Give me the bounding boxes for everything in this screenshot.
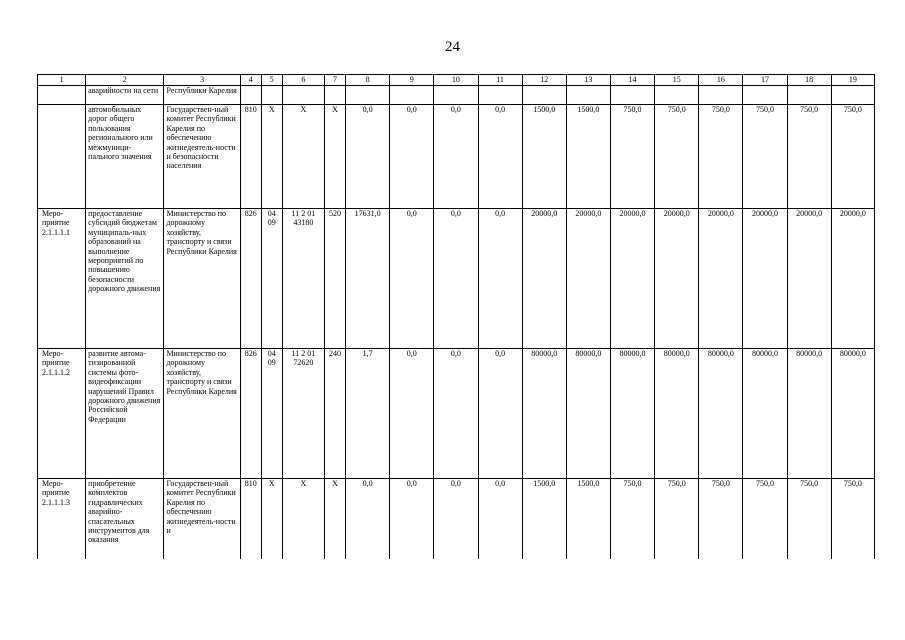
value-cell: 1500,0 bbox=[522, 105, 566, 209]
value-cell: X bbox=[282, 479, 324, 559]
value-cell: 750,0 bbox=[743, 105, 787, 209]
executor-cell: Министерство по дорожному хозяйству, транспорту и связи Республики Карелия bbox=[164, 209, 240, 349]
value-cell: 80000,0 bbox=[566, 349, 610, 479]
header-cell: 17 bbox=[743, 75, 787, 86]
value-cell: 750,0 bbox=[831, 105, 874, 209]
value-cell: 1500,0 bbox=[566, 105, 610, 209]
value-cell bbox=[261, 86, 282, 105]
table-row bbox=[38, 209, 875, 349]
value-cell: 240 bbox=[324, 349, 345, 479]
activity-name-cell: автомобильных дорог общего пользования регионального или межмуници-пального значения bbox=[86, 105, 164, 209]
value-cell: 0,0 bbox=[434, 479, 478, 559]
value-cell: 0,0 bbox=[390, 349, 434, 479]
value-cell bbox=[324, 86, 345, 105]
value-cell bbox=[346, 86, 390, 105]
activity-id-cell: Меро-приятие 2.1.1.1.3 bbox=[38, 479, 86, 559]
table-row bbox=[38, 349, 875, 479]
value-cell: 0,0 bbox=[478, 209, 522, 349]
value-cell: 810 bbox=[240, 105, 261, 209]
value-cell: 80000,0 bbox=[787, 349, 831, 479]
value-cell: 20000,0 bbox=[699, 209, 743, 349]
value-cell: 0,0 bbox=[434, 209, 478, 349]
value-cell: X bbox=[282, 105, 324, 209]
value-cell: 80000,0 bbox=[655, 349, 699, 479]
value-cell: 0,0 bbox=[434, 349, 478, 479]
value-cell: 20000,0 bbox=[522, 209, 566, 349]
header-cell: 5 bbox=[261, 75, 282, 86]
value-cell: X bbox=[261, 105, 282, 209]
header-cell: 7 bbox=[324, 75, 345, 86]
value-cell bbox=[787, 86, 831, 105]
header-cell: 11 bbox=[478, 75, 522, 86]
value-cell bbox=[522, 86, 566, 105]
value-cell: 80000,0 bbox=[610, 349, 654, 479]
value-cell: 520 bbox=[324, 209, 345, 349]
value-cell: 750,0 bbox=[655, 105, 699, 209]
budget-table bbox=[37, 74, 875, 559]
header-cell: 15 bbox=[655, 75, 699, 86]
value-cell bbox=[390, 86, 434, 105]
value-cell: 04 09 bbox=[261, 209, 282, 349]
value-cell: 750,0 bbox=[610, 105, 654, 209]
executor-cell: Государствен-ный комитет Республики Карелия по обеспечению жизнедеятель-ности и bbox=[164, 479, 240, 559]
value-cell bbox=[743, 86, 787, 105]
header-cell: 12 bbox=[522, 75, 566, 86]
value-cell: 0,0 bbox=[390, 209, 434, 349]
value-cell bbox=[240, 86, 261, 105]
header-cell: 16 bbox=[699, 75, 743, 86]
value-cell bbox=[282, 86, 324, 105]
table-row bbox=[38, 105, 875, 209]
value-cell bbox=[478, 86, 522, 105]
activity-name-cell: приобретение комплектов гидравлических аварийно-спасательных инструментов для оказания bbox=[86, 479, 164, 559]
value-cell: 0,0 bbox=[478, 105, 522, 209]
value-cell: 750,0 bbox=[655, 479, 699, 559]
value-cell: 750,0 bbox=[787, 479, 831, 559]
activity-name-cell: аварийности на сети bbox=[86, 86, 164, 105]
header-cell: 6 bbox=[282, 75, 324, 86]
value-cell: 0,0 bbox=[346, 105, 390, 209]
header-cell: 9 bbox=[390, 75, 434, 86]
value-cell: 0,0 bbox=[390, 479, 434, 559]
value-cell: 0,0 bbox=[390, 105, 434, 209]
value-cell: X bbox=[261, 479, 282, 559]
value-cell: 04 09 bbox=[261, 349, 282, 479]
value-cell: 20000,0 bbox=[566, 209, 610, 349]
activity-id-cell bbox=[38, 86, 86, 105]
header-cell: 8 bbox=[346, 75, 390, 86]
value-cell: 0,0 bbox=[434, 105, 478, 209]
value-cell bbox=[434, 86, 478, 105]
page-number: 24 bbox=[445, 39, 460, 55]
value-cell: 750,0 bbox=[743, 479, 787, 559]
value-cell: X bbox=[324, 105, 345, 209]
value-cell: 750,0 bbox=[610, 479, 654, 559]
value-cell bbox=[699, 86, 743, 105]
value-cell: 826 bbox=[240, 349, 261, 479]
value-cell bbox=[831, 86, 874, 105]
header-cell: 14 bbox=[610, 75, 654, 86]
table-row bbox=[38, 479, 875, 559]
value-cell: 20000,0 bbox=[831, 209, 874, 349]
value-cell bbox=[566, 86, 610, 105]
header-cell: 1 bbox=[38, 75, 86, 86]
value-cell: 80000,0 bbox=[522, 349, 566, 479]
executor-cell: Министерство по дорожному хозяйству, транспорту и связи Республики Карелия bbox=[164, 349, 240, 479]
value-cell: 80000,0 bbox=[743, 349, 787, 479]
value-cell: 750,0 bbox=[787, 105, 831, 209]
activity-id-cell: Меро-приятие 2.1.1.1.2 bbox=[38, 349, 86, 479]
value-cell: 80000,0 bbox=[699, 349, 743, 479]
value-cell: 11 2 01 43180 bbox=[282, 209, 324, 349]
header-cell: 4 bbox=[240, 75, 261, 86]
value-cell: 20000,0 bbox=[655, 209, 699, 349]
value-cell bbox=[655, 86, 699, 105]
value-cell: 0,0 bbox=[478, 479, 522, 559]
value-cell: X bbox=[324, 479, 345, 559]
activity-id-cell bbox=[38, 105, 86, 209]
executor-cell: Государствен-ный комитет Республики Карелия по обеспечению жизнедеятель-ности и безопасности населения bbox=[164, 105, 240, 209]
activity-name-cell: развитие автома-тизированной системы фото-видеофиксации нарушений Правил дорожного движения Российской Федерации bbox=[86, 349, 164, 479]
header-cell: 19 bbox=[831, 75, 874, 86]
header-cell: 3 bbox=[164, 75, 240, 86]
header-cell: 10 bbox=[434, 75, 478, 86]
value-cell: 20000,0 bbox=[787, 209, 831, 349]
value-cell: 0,0 bbox=[346, 479, 390, 559]
value-cell: 1500,0 bbox=[566, 479, 610, 559]
value-cell: 17631,0 bbox=[346, 209, 390, 349]
value-cell bbox=[610, 86, 654, 105]
table-row bbox=[38, 86, 875, 105]
table-header-row bbox=[38, 75, 875, 86]
value-cell: 11 2 01 72620 bbox=[282, 349, 324, 479]
value-cell: 0,0 bbox=[478, 349, 522, 479]
value-cell: 826 bbox=[240, 209, 261, 349]
value-cell: 20000,0 bbox=[743, 209, 787, 349]
value-cell: 20000,0 bbox=[610, 209, 654, 349]
activity-name-cell: предоставление субсидий бюджетам муниципаль-ных образований на выполнение мероприятий по повышению безопасности дорожного движения bbox=[86, 209, 164, 349]
header-cell: 18 bbox=[787, 75, 831, 86]
value-cell: 750,0 bbox=[831, 479, 874, 559]
value-cell: 750,0 bbox=[699, 105, 743, 209]
value-cell: 750,0 bbox=[699, 479, 743, 559]
value-cell: 1500,0 bbox=[522, 479, 566, 559]
executor-cell: Республики Карелия bbox=[164, 86, 240, 105]
header-cell: 2 bbox=[86, 75, 164, 86]
value-cell: 80000,0 bbox=[831, 349, 874, 479]
value-cell: 810 bbox=[240, 479, 261, 559]
header-cell: 13 bbox=[566, 75, 610, 86]
value-cell: 1,7 bbox=[346, 349, 390, 479]
activity-id-cell: Меро-приятие 2.1.1.1.1 bbox=[38, 209, 86, 349]
